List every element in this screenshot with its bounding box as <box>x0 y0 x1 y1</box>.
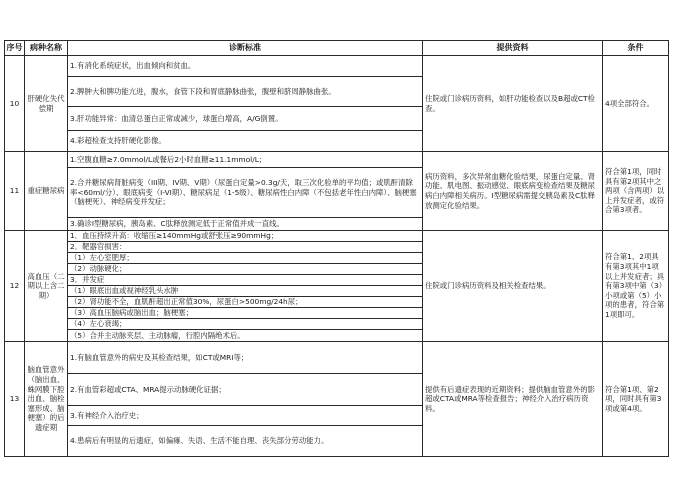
header-num: 序号 <box>5 41 25 56</box>
criteria-item: 4.彩超检查支持肝硬化影像。 <box>70 136 166 146</box>
criteria-item: 1.有脑血管意外的病史及其检查结果，如CT或MRI等； <box>68 342 422 374</box>
conditions-cell: 符合第1项，同时具有第2项其中之两项（含两项）以上并发症者，或符合第3项者。 <box>603 152 669 231</box>
criteria-item: 3．并发症 <box>68 275 422 286</box>
conditions-cell: 4项全部符合。 <box>603 56 669 152</box>
header-materials: 提供资料 <box>423 41 603 56</box>
table-row <box>5 152 669 231</box>
materials-cell: 住院或门诊病历资料，如肝功能检查以及B超或CT检查。 <box>423 56 603 152</box>
criteria-item: （1）左心室肥厚； <box>68 253 422 264</box>
materials-cell: 提供有后遗症表现的近期资料；提供脑血管意外的影超或CTA或MRA等检查报告；神经介入治疗病历资料。 <box>423 342 603 457</box>
materials-cell: 住院或门诊病历资料及相关检查结果。 <box>423 231 603 342</box>
criteria-item: 2.脾肿大和脾功能亢进，腹水，食管下段和胃底静脉曲张，腹壁和脐周静脉曲张。 <box>68 77 422 107</box>
criteria-item: 1.空腹血糖≥7.0mmol/L或餐后2小时血糖≥11.1mmol/L； <box>68 152 422 168</box>
row-number: 13 <box>5 342 25 457</box>
header-diagnostic-criteria: 诊断标准 <box>68 41 423 56</box>
disease-name: 脑血管意外（脑出血、蛛网膜下腔出血、脑栓塞形成、脑梗塞）的后遗症期 <box>25 342 68 457</box>
table-row <box>5 231 669 342</box>
document-page <box>4 40 670 457</box>
header-conditions: 条件 <box>603 41 669 56</box>
materials-cell: 病历资料，多次异常血糖化验结果，尿蛋白定量、肾功能、肌电图、振动感觉、眼底病变检查结果及糖尿病白内障相关病历。Ⅰ型糖尿病需提交胰岛素及C肽释放测定化验结果。 <box>423 152 603 231</box>
criteria-item: 2．靶器官损害： <box>68 242 422 253</box>
criteria-item: 3.肝功能异常：血清总蛋白正常或减少，球蛋白增高，A/G倒置。 <box>68 107 422 131</box>
table-header-row <box>5 41 669 56</box>
header-disease-name: 病种名称 <box>25 41 68 56</box>
disease-name: 肝硬化失代偿期 <box>25 56 68 152</box>
row-number: 11 <box>5 152 25 231</box>
criteria-cell <box>68 342 423 457</box>
criteria-item: 2.有血管彩超或CTA、MRA提示动脉硬化证据； <box>68 374 422 406</box>
conditions-cell: 符合第1、2项具有第3项其中1项以上并发症者；具有第3项中第（3）小项或第（5）小项的患者，符合第1项即可。 <box>603 231 669 342</box>
criteria-item: （1）眼底出血或视神经乳头水肿 <box>68 286 422 297</box>
criteria-cell <box>68 152 423 231</box>
criteria-item: 3.有神经介入治疗史； <box>68 406 422 426</box>
disease-criteria-table <box>4 40 669 457</box>
table-row <box>5 342 669 457</box>
criteria-item: 4.患病后有明显的后遗症，如偏瘫、失语、生活不能自理、丧失部分劳动能力。 <box>70 436 329 446</box>
criteria-item: 1.有消化系统症状，出血倾向和贫血。 <box>68 56 422 77</box>
row-number: 10 <box>5 56 25 152</box>
row-number: 12 <box>5 231 25 342</box>
disease-name: 重症糖尿病 <box>25 152 68 231</box>
criteria-item: （4）左心衰竭； <box>68 319 422 330</box>
conditions-cell: 符合第1项、第2项，同时具有第3项或第4项。 <box>603 342 669 457</box>
table-row <box>5 56 669 152</box>
criteria-item: （3）高血压脑病或脑出血；脑梗塞； <box>68 308 422 319</box>
criteria-item: 2.合并糖尿病肾脏病变（III期、IV期、V期）（尿蛋白定量>0.3g/天，取三次化验单的平均值；或肌酐清除率<60ml/分）、眼底病变（I-VI期）、糖尿病足（1-5级）、糖尿病性白内障（不包括老年性白内障）、脑梗塞（脑梗死）、神经病变并发症； <box>68 168 422 218</box>
criteria-item: （5）合并主动脉夹层、主动脉瘤，行腔内隔绝术后。 <box>70 330 245 340</box>
criteria-item: （2）肾功能不全，血肌酐超出正常值30%，尿蛋白>500mg/24h尿； <box>68 297 422 308</box>
disease-name: 高血压（二期以上含二期） <box>25 231 68 342</box>
criteria-item: （2）动脉硬化； <box>68 264 422 275</box>
criteria-cell <box>68 231 423 342</box>
criteria-cell <box>68 56 423 152</box>
criteria-item: 3.确诊Ⅰ型糖尿病，胰岛素、C肽释放测定低于正常值并成一直线。 <box>70 219 284 229</box>
criteria-item: 1．血压持续升高：收缩压≥140mmHg或舒张压≥90mmHg； <box>68 231 422 242</box>
